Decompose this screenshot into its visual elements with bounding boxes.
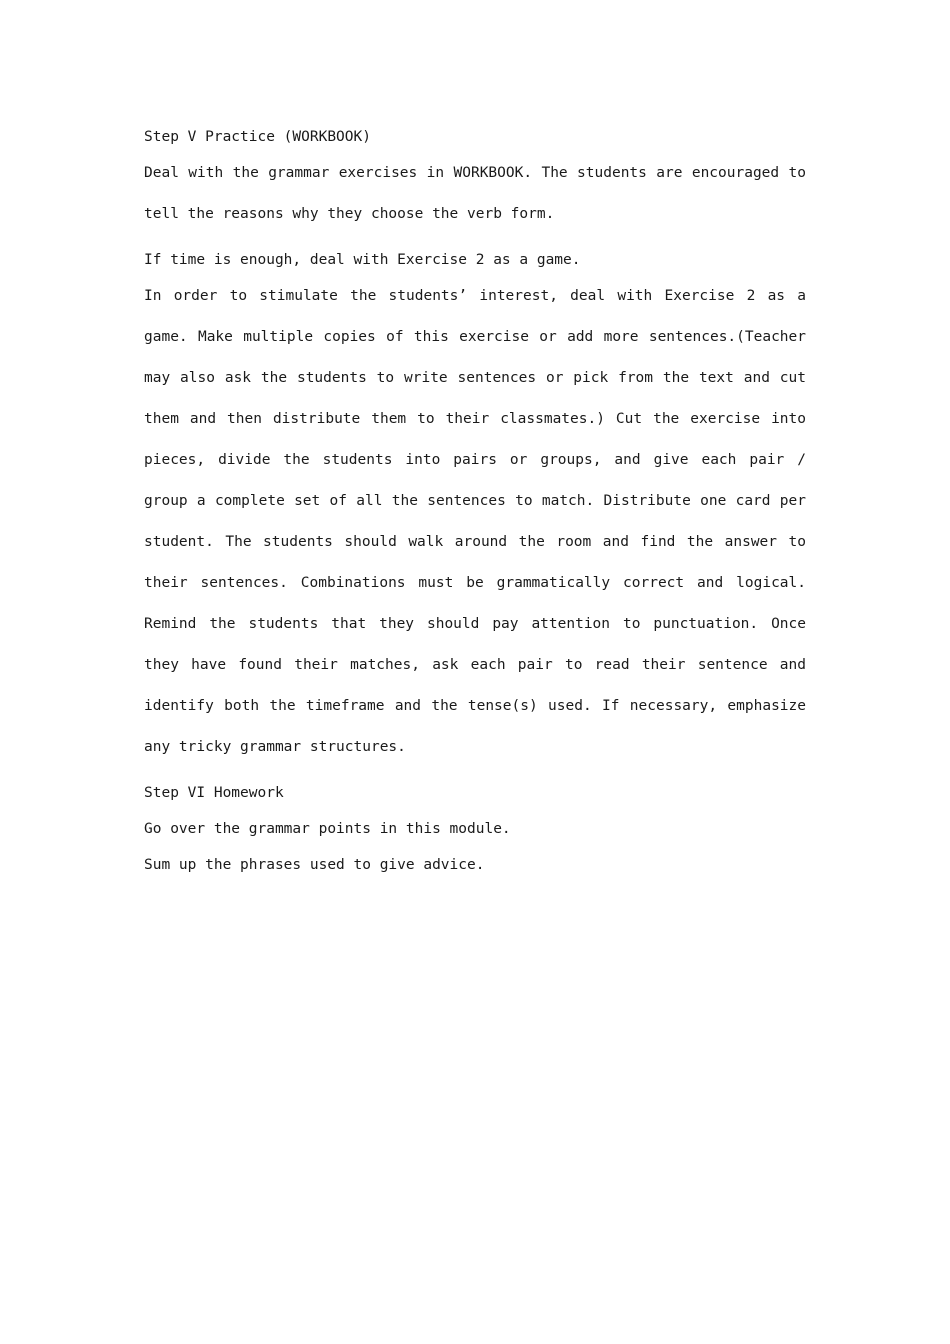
time-enough-line: If time is enough, deal with Exercise 2 as a game. <box>144 252 581 268</box>
homework-line-1: Go over the grammar points in this module. <box>144 821 511 837</box>
workbook-paragraph: Deal with the grammar exercises in WORKBOOK. The students are encouraged to tell the reasons why they choose the verb form. <box>144 165 806 222</box>
step-5-heading: Step V Practice (WORKBOOK) <box>144 129 371 145</box>
homework-line-2: Sum up the phrases used to give advice. <box>144 857 485 873</box>
step-6-heading: Step VI Homework <box>144 785 284 801</box>
document-body <box>144 126 806 890</box>
game-paragraph: In order to stimulate the students’ interest, deal with Exercise 2 as a game. Make multiple copies of this exercise or add more sentences.(Teacher may also ask the students to write sentences or pick from the text and cut them and then distribute them to their classmates.) Cut the exercise into pieces, divide the students into pairs or groups, and give each pair / group a complete set of all the sentences to match. Distribute one card per student. The students should walk around the room and find the answer to their sentences. Combinations must be grammatically correct and logical. Remind the students that they should pay attention to punctuation. Once they have found their matches, ask each pair to read their sentence and identify both the timeframe and the tense(s) used. If necessary, emphasize any tricky grammar structures. <box>144 288 806 755</box>
